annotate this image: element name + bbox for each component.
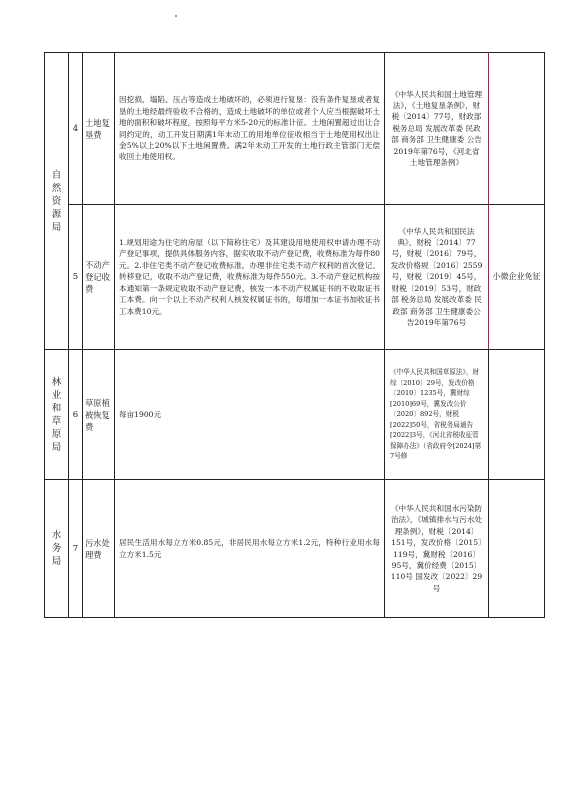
row-index: 5	[69, 205, 83, 350]
fee-name: 草原植被恢复费	[83, 350, 115, 480]
fee-name: 污水处理费	[83, 480, 115, 618]
row-index: 6	[69, 350, 83, 480]
row-index: 4	[69, 53, 83, 205]
legal-basis: 《中华人民共和国土地管理法》，《土地复垦条例》，财税〔2014〕77号，财政部 税务总局 发展改革委 民政部 商务部 卫生健康委 公告2019年第76号，《河北省土地管理条例》	[385, 53, 489, 205]
fee-content: 因挖损、塌陷、压占等造成土地破坏的，必须进行复垦：没有条件复垦或者复垦的土地经最终验收不合格的，造成土地破坏的单位或者个人应当根据破坏土地的面积和破坏程度，按照每平方米5-20元的标准计征。土地闲置超过出让合同约定的，动工开发日期满1年未动工的用地单位征收相当于土地使用权出让金5%以上20%以下土地闲置费。满2年未动工开发的土地行政主管部门无偿收回土地使用权。	[115, 53, 385, 205]
fee-note	[489, 53, 545, 205]
fee-note	[489, 480, 545, 618]
fee-content: 1.规划用途为住宅的房屋（以下简称住宅）及其建设用地使用权申请办理不动产登记事项，提供具体服务内容，据实收取不动产登记费，收费标准为每件80元。2.非住宅类不动产登记收费标准。办理非住宅类不动产权利的首次登记、转移登记，收取不动产登记费，收费标准为每件550元。3.不动产登记机构按本通知第一条规定收取不动产登记费，核发一本不动产权属证书的不收取证书工本费。向一个以上不动产权利人核发权属证书的，每增加一本证书加收证书工本费10元。	[115, 205, 385, 350]
dept-natural-resources: 自然资源局	[45, 53, 69, 350]
fee-name: 不动产登记收费	[83, 205, 115, 350]
dept-forestry-grassland: 林业和草原局	[45, 350, 69, 480]
scan-speck	[175, 15, 177, 17]
fee-table	[44, 52, 545, 618]
row-index: 7	[69, 480, 83, 618]
legal-basis: 《中华人民共和国民法典》，财税〔2014〕77号，财税〔2016〕79号，发改价格规〔2016〕2559号，财税〔2019〕45号，财税〔2019〕53号，财政部 税务总局 发展改革委 民政部 商务部 卫生健康委公告2019年第76号	[385, 205, 489, 350]
fee-content: 每亩1900元	[115, 350, 385, 480]
table-row	[45, 480, 545, 618]
table-row	[45, 205, 545, 350]
fee-note: 小微企业免征	[489, 205, 545, 350]
legal-basis: 《中华人民共和国水污染防治法》，《城镇排水与污水处理条例》，财税〔2014〕151号，发改价格〔2015〕119号，冀财税〔2016〕95号，冀价经费〔2015〕110号 国发改〔2022〕29号	[385, 480, 489, 618]
table-row	[45, 350, 545, 480]
legal-basis: 《中华人民共和国草原法》，财综〔2010〕29号，发改价格〔2010〕1235号，冀财综[2010]69号，冀发改公价〔2020〕892号，财税[2022]50号，省税务局通告[2022]3号，《河北省税收征管保障办法》（省政府令[2024]第7号修	[385, 350, 489, 480]
dept-water: 水务局	[45, 480, 69, 618]
table-row	[45, 53, 545, 205]
fee-content: 居民生活用水每立方米0.85元，非居民用水每立方米1.2元，特种行业用水每立方米1.5元	[115, 480, 385, 618]
fee-note	[489, 350, 545, 480]
fee-name: 土地复垦费	[83, 53, 115, 205]
